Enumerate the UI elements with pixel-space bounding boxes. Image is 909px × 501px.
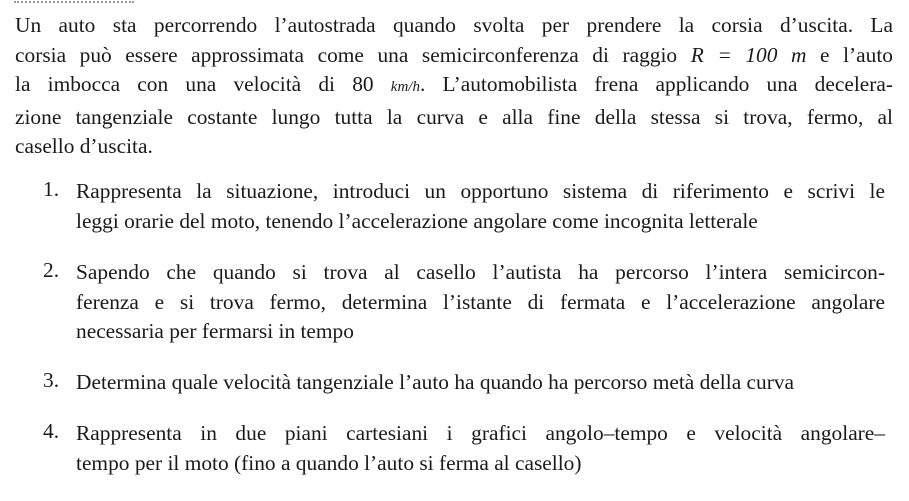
intro-line: casello d’uscita. [15, 134, 153, 159]
cropped-text-fragment [14, 0, 134, 3]
question-line: Determina quale velocità tangenziale l’auto ha quando ha percorso metà della curva [76, 370, 795, 394]
intro-text: la imbocca con una velocità di 80 [15, 72, 391, 97]
question-number: 3. [43, 368, 60, 392]
question-line: ferenza e si trova fermo, determina l’istante di fermata e l’accelerazione angolare [76, 289, 885, 314]
question-line: tempo per il moto (fino a quando l’auto si ferma al casello) [76, 450, 582, 475]
question-text [76, 419, 885, 478]
intro-line: Un auto sta percorrendo l’autostrada quando svolta per prendere la corsia d’uscita. La [15, 13, 893, 37]
intro-line [15, 70, 893, 103]
intro-text: e l’auto [806, 42, 894, 67]
question-line: necessaria per fermarsi in tempo [76, 319, 354, 343]
speed-unit: km/h [390, 79, 420, 96]
question-number: 1. [43, 177, 60, 201]
problem-statement [15, 11, 893, 162]
question-text [76, 258, 885, 347]
question-number: 2. [43, 258, 60, 282]
question-text [76, 368, 885, 398]
question-text [76, 177, 885, 236]
question-line: Rappresenta la situazione, introduci un opportuno sistema di riferimento e scrivi le [76, 179, 885, 203]
intro-text: . L’automobilista frena applicando una decelera- [419, 72, 894, 97]
question-line: Rappresenta in due piani cartesiani i grafici angolo–tempo e velocità angolare– [76, 421, 885, 445]
intro-line [15, 41, 893, 71]
intro-line: zione tangenziale costante lungo tutta la curva e alla fine della stessa si trova, fermo, al [15, 104, 893, 129]
intro-text: corsia può essere approssimata come una semicirconferenza di raggio [15, 42, 691, 67]
question-line: Sapendo che quando si trova al casello l’autista ha percorso l’intera semicircon- [76, 260, 885, 284]
question-line: leggi orarie del moto, tenendo l’accelerazione angolare come incognita letterale [76, 208, 758, 233]
radius-formula: R = 100 m [690, 42, 807, 67]
question-number: 4. [43, 419, 60, 443]
cropped-previous-line [0, 0, 909, 5]
